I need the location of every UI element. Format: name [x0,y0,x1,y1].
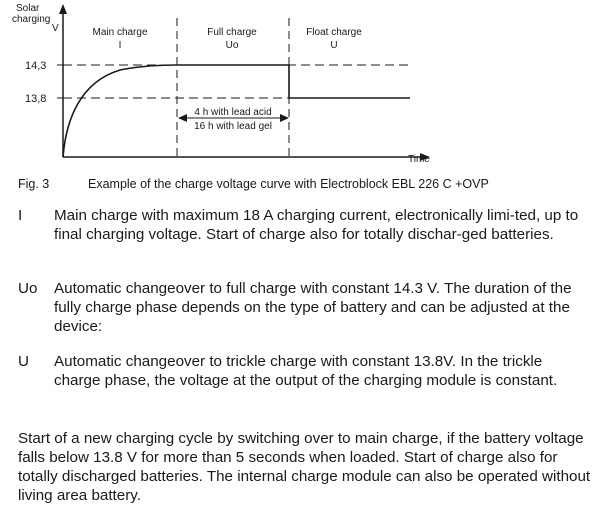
body-paragraph: Start of a new charging cycle by switching over to main charge, if the battery voltage falls below 13.8 V for more than 5 seconds when loaded. Start of charge also for totally discharged batteries. The internal charge module can also be operated without living area battery. [18,430,591,504]
phase-label-float: Float charge [306,27,362,38]
tick-label-low: 13,8 [25,93,47,105]
tick-label-high: 14,3 [25,60,47,72]
y-axis-unit: V [52,23,59,34]
item-symbol: U [18,353,29,370]
item-symbol: Uo [18,280,38,297]
phase-symbol-main: I [118,40,122,51]
figure-number: Fig. 3 [18,177,50,191]
figure-caption [18,177,588,191]
item-text: Main charge with maximum 18 A charging current, electronically limi-ted, up to final charging voltage. Start of charge also for totally dischar-ged batteries. [54,207,579,243]
duration-arrow-right [280,114,289,122]
duration-label-gel: 16 h with lead gel [194,121,272,132]
item-text: Automatic changeover to full charge with constant 14.3 V. The duration of the fully charge phase depends on the type of battery and can be adjusted at the device: [54,280,572,335]
phase-symbol-float: U [330,40,338,51]
x-axis-label: Time [408,154,430,165]
phase-symbol-full: Uo [225,40,239,51]
item-text: Automatic changeover to trickle charge with constant 13.8V. In the trickle charge phase, the voltage at the output of the charging module is constant. [54,353,558,389]
y-axis-label-line2: charging [12,14,51,25]
figure-caption-text: Example of the charge voltage curve with Electroblock EBL 226 C +OVP [88,177,489,191]
phase-label-main: Main charge [92,27,148,38]
phase-label-full: Full charge [207,27,257,38]
duration-label-acid: 4 h with lead acid [194,107,272,118]
y-axis-label-line1: Solar [16,3,40,14]
y-axis-arrow [59,4,67,14]
charge-voltage-figure [0,0,600,172]
duration-arrow-left [178,114,187,122]
item-symbol: I [18,207,23,224]
